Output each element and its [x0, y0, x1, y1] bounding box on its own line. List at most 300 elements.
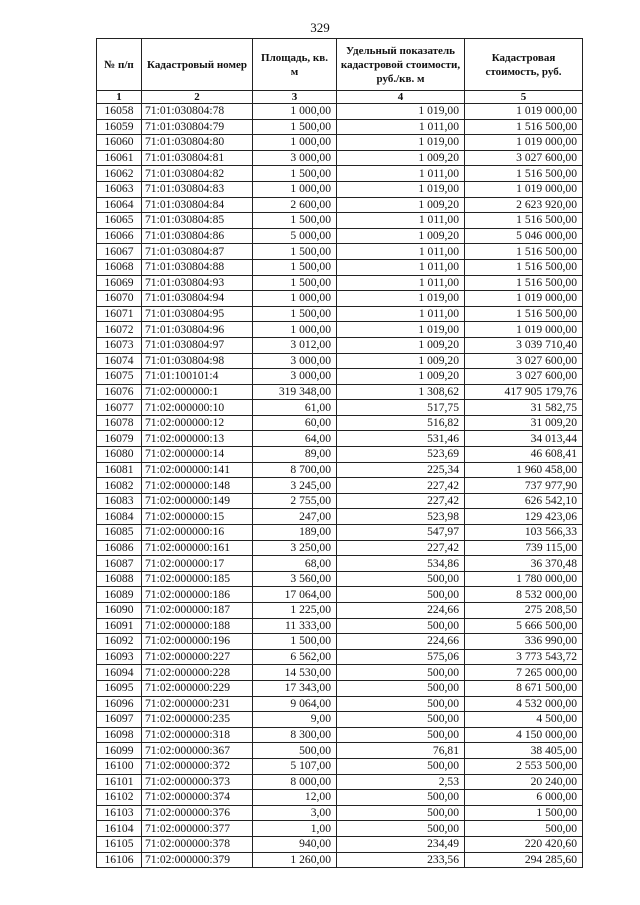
cadastral-number: 71:02:000000:187	[142, 603, 253, 619]
cadastral-number: 71:02:000000:378	[142, 836, 253, 852]
cadastral-value: 1 500,00	[465, 805, 583, 821]
specific-value: 227,42	[337, 478, 465, 494]
table-row	[97, 400, 583, 416]
cadastral-number: 71:01:030804:80	[142, 135, 253, 151]
table-row	[97, 665, 583, 681]
area-value: 3 000,00	[253, 369, 337, 385]
table-row	[97, 291, 583, 307]
row-index: 16076	[97, 384, 142, 400]
area-value: 89,00	[253, 447, 337, 463]
specific-value: 1 009,20	[337, 353, 465, 369]
header-cadastral-value: Кадастровая стоимость, руб.	[465, 39, 583, 91]
row-index: 16105	[97, 836, 142, 852]
column-number: 2	[142, 91, 253, 104]
area-value: 5 000,00	[253, 228, 337, 244]
table-row	[97, 353, 583, 369]
table-row	[97, 743, 583, 759]
table-row	[97, 836, 583, 852]
cadastral-number: 71:01:030804:93	[142, 275, 253, 291]
cadastral-number: 71:02:000000:231	[142, 696, 253, 712]
row-index: 16073	[97, 337, 142, 353]
area-value: 8 300,00	[253, 727, 337, 743]
cadastral-number: 71:01:030804:85	[142, 213, 253, 229]
cadastral-value: 5 666 500,00	[465, 618, 583, 634]
table-row	[97, 478, 583, 494]
row-index: 16077	[97, 400, 142, 416]
row-index: 16061	[97, 150, 142, 166]
column-number-row	[97, 91, 583, 104]
cadastral-number: 71:01:030804:86	[142, 228, 253, 244]
row-index: 16060	[97, 135, 142, 151]
cadastral-number: 71:02:000000:15	[142, 509, 253, 525]
cadastral-value: 1 516 500,00	[465, 213, 583, 229]
specific-value: 547,97	[337, 525, 465, 541]
table-row	[97, 447, 583, 463]
area-value: 5 107,00	[253, 758, 337, 774]
table-row	[97, 415, 583, 431]
specific-value: 225,34	[337, 462, 465, 478]
cadastral-number: 71:02:000000:148	[142, 478, 253, 494]
row-index: 16084	[97, 509, 142, 525]
table-row	[97, 618, 583, 634]
area-value: 1 000,00	[253, 135, 337, 151]
row-index: 16106	[97, 852, 142, 868]
table-row	[97, 571, 583, 587]
cadastral-number: 71:02:000000:376	[142, 805, 253, 821]
row-index: 16070	[97, 291, 142, 307]
area-value: 3 000,00	[253, 150, 337, 166]
cadastral-value: 31 582,75	[465, 400, 583, 416]
table-row	[97, 228, 583, 244]
header-index: № п/п	[97, 39, 142, 91]
cadastral-value: 1 019 000,00	[465, 104, 583, 120]
area-value: 1,00	[253, 821, 337, 837]
table-row	[97, 540, 583, 556]
table-row	[97, 525, 583, 541]
specific-value: 1 011,00	[337, 213, 465, 229]
specific-value: 500,00	[337, 758, 465, 774]
specific-value: 534,86	[337, 556, 465, 572]
table-row	[97, 150, 583, 166]
table-row	[97, 135, 583, 151]
cadastral-number: 71:01:030804:87	[142, 244, 253, 260]
cadastral-number: 71:01:030804:95	[142, 306, 253, 322]
area-value: 17 064,00	[253, 587, 337, 603]
cadastral-value: 1 019 000,00	[465, 181, 583, 197]
area-value: 68,00	[253, 556, 337, 572]
cadastral-value: 4 532 000,00	[465, 696, 583, 712]
table-row	[97, 493, 583, 509]
cadastral-number: 71:02:000000:141	[142, 462, 253, 478]
table-row	[97, 259, 583, 275]
specific-value: 224,66	[337, 634, 465, 650]
table-row	[97, 603, 583, 619]
table-row	[97, 244, 583, 260]
table-row	[97, 805, 583, 821]
table-row	[97, 213, 583, 229]
table-row	[97, 774, 583, 790]
cadastral-number: 71:01:030804:79	[142, 119, 253, 135]
cadastral-number: 71:02:000000:196	[142, 634, 253, 650]
cadastral-number: 71:02:000000:367	[142, 743, 253, 759]
area-value: 6 562,00	[253, 649, 337, 665]
header-row	[97, 39, 583, 91]
cadastral-value: 1 516 500,00	[465, 166, 583, 182]
row-index: 16086	[97, 540, 142, 556]
cadastral-value: 1 516 500,00	[465, 119, 583, 135]
specific-value: 224,66	[337, 603, 465, 619]
table-row	[97, 322, 583, 338]
cadastral-value: 2 623 920,00	[465, 197, 583, 213]
row-index: 16096	[97, 696, 142, 712]
area-value: 1 000,00	[253, 322, 337, 338]
area-value: 1 225,00	[253, 603, 337, 619]
cadastral-value: 6 000,00	[465, 790, 583, 806]
cadastral-value: 1 019 000,00	[465, 322, 583, 338]
cadastral-value: 1 019 000,00	[465, 291, 583, 307]
cadastral-value: 20 240,00	[465, 774, 583, 790]
row-index: 16082	[97, 478, 142, 494]
specific-value: 1 308,62	[337, 384, 465, 400]
area-value: 1 500,00	[253, 275, 337, 291]
row-index: 16094	[97, 665, 142, 681]
specific-value: 1 009,20	[337, 150, 465, 166]
area-value: 1 500,00	[253, 213, 337, 229]
cadastral-value: 5 046 000,00	[465, 228, 583, 244]
cadastral-value: 220 420,60	[465, 836, 583, 852]
cadastral-number: 71:02:000000:12	[142, 415, 253, 431]
cadastral-value: 737 977,90	[465, 478, 583, 494]
specific-value: 500,00	[337, 821, 465, 837]
cadastral-value: 4 500,00	[465, 712, 583, 728]
specific-value: 500,00	[337, 618, 465, 634]
cadastral-value: 1 516 500,00	[465, 244, 583, 260]
specific-value: 1 011,00	[337, 119, 465, 135]
column-number: 4	[337, 91, 465, 104]
specific-value: 500,00	[337, 805, 465, 821]
area-value: 1 000,00	[253, 291, 337, 307]
cadastral-number: 71:02:000000:185	[142, 571, 253, 587]
area-value: 1 500,00	[253, 634, 337, 650]
specific-value: 234,49	[337, 836, 465, 852]
area-value: 17 343,00	[253, 680, 337, 696]
page-number: 329	[310, 20, 330, 35]
table-row	[97, 462, 583, 478]
specific-value: 500,00	[337, 665, 465, 681]
cadastral-number: 71:02:000000:149	[142, 493, 253, 509]
cadastral-table	[96, 38, 583, 868]
table-row	[97, 197, 583, 213]
area-value: 3 012,00	[253, 337, 337, 353]
row-index: 16059	[97, 119, 142, 135]
cadastral-number: 71:01:030804:83	[142, 181, 253, 197]
area-value: 11 333,00	[253, 618, 337, 634]
area-value: 14 530,00	[253, 665, 337, 681]
area-value: 1 260,00	[253, 852, 337, 868]
area-value: 1 500,00	[253, 119, 337, 135]
specific-value: 500,00	[337, 680, 465, 696]
specific-value: 1 011,00	[337, 259, 465, 275]
cadastral-value: 3 027 600,00	[465, 150, 583, 166]
row-index: 16100	[97, 758, 142, 774]
area-value: 500,00	[253, 743, 337, 759]
cadastral-number: 71:02:000000:235	[142, 712, 253, 728]
row-index: 16095	[97, 680, 142, 696]
area-value: 2 600,00	[253, 197, 337, 213]
table-row	[97, 649, 583, 665]
specific-value: 517,75	[337, 400, 465, 416]
cadastral-number: 71:02:000000:372	[142, 758, 253, 774]
specific-value: 1 019,00	[337, 291, 465, 307]
row-index: 16078	[97, 415, 142, 431]
cadastral-number: 71:02:000000:17	[142, 556, 253, 572]
cadastral-number: 71:02:000000:186	[142, 587, 253, 603]
specific-value: 500,00	[337, 712, 465, 728]
cadastral-number: 71:01:030804:81	[142, 150, 253, 166]
cadastral-number: 71:02:000000:13	[142, 431, 253, 447]
cadastral-number: 71:02:000000:1	[142, 384, 253, 400]
cadastral-number: 71:02:000000:379	[142, 852, 253, 868]
row-index: 16075	[97, 369, 142, 385]
specific-value: 227,42	[337, 540, 465, 556]
specific-value: 575,06	[337, 649, 465, 665]
table-row	[97, 166, 583, 182]
area-value: 1 000,00	[253, 104, 337, 120]
specific-value: 1 009,20	[337, 337, 465, 353]
cadastral-value: 38 405,00	[465, 743, 583, 759]
table-row	[97, 727, 583, 743]
cadastral-number: 71:01:030804:84	[142, 197, 253, 213]
specific-value: 76,81	[337, 743, 465, 759]
cadastral-value: 1 516 500,00	[465, 306, 583, 322]
table-body	[97, 104, 583, 868]
cadastral-number: 71:01:030804:82	[142, 166, 253, 182]
cadastral-value: 2 553 500,00	[465, 758, 583, 774]
row-index: 16099	[97, 743, 142, 759]
table-row	[97, 431, 583, 447]
table-row	[97, 852, 583, 868]
cadastral-number: 71:02:000000:16	[142, 525, 253, 541]
row-index: 16068	[97, 259, 142, 275]
area-value: 3 560,00	[253, 571, 337, 587]
cadastral-number: 71:01:100101:4	[142, 369, 253, 385]
row-index: 16083	[97, 493, 142, 509]
row-index: 16091	[97, 618, 142, 634]
row-index: 16071	[97, 306, 142, 322]
cadastral-value: 3 039 710,40	[465, 337, 583, 353]
table-row	[97, 337, 583, 353]
cadastral-value: 103 566,33	[465, 525, 583, 541]
row-index: 16092	[97, 634, 142, 650]
area-value: 1 500,00	[253, 166, 337, 182]
specific-value: 500,00	[337, 571, 465, 587]
cadastral-value: 336 990,00	[465, 634, 583, 650]
cadastral-value: 36 370,48	[465, 556, 583, 572]
row-index: 16080	[97, 447, 142, 463]
cadastral-number: 71:02:000000:377	[142, 821, 253, 837]
cadastral-number: 71:01:030804:97	[142, 337, 253, 353]
row-index: 16089	[97, 587, 142, 603]
column-number: 5	[465, 91, 583, 104]
row-index: 16066	[97, 228, 142, 244]
table-row	[97, 634, 583, 650]
row-index: 16088	[97, 571, 142, 587]
cadastral-value: 417 905 179,76	[465, 384, 583, 400]
area-value: 60,00	[253, 415, 337, 431]
cadastral-value: 1 516 500,00	[465, 275, 583, 291]
specific-value: 500,00	[337, 696, 465, 712]
cadastral-number: 71:02:000000:373	[142, 774, 253, 790]
cadastral-value: 500,00	[465, 821, 583, 837]
area-value: 3 000,00	[253, 353, 337, 369]
area-value: 3 245,00	[253, 478, 337, 494]
cadastral-number: 71:01:030804:94	[142, 291, 253, 307]
table-row	[97, 556, 583, 572]
area-value: 12,00	[253, 790, 337, 806]
cadastral-number: 71:01:030804:96	[142, 322, 253, 338]
cadastral-value: 1 019 000,00	[465, 135, 583, 151]
table-row	[97, 181, 583, 197]
cadastral-number: 71:02:000000:227	[142, 649, 253, 665]
row-index: 16064	[97, 197, 142, 213]
row-index: 16058	[97, 104, 142, 120]
cadastral-value: 8 671 500,00	[465, 680, 583, 696]
cadastral-value: 8 532 000,00	[465, 587, 583, 603]
area-value: 8 000,00	[253, 774, 337, 790]
cadastral-number: 71:01:030804:98	[142, 353, 253, 369]
area-value: 64,00	[253, 431, 337, 447]
column-number: 3	[253, 91, 337, 104]
specific-value: 233,56	[337, 852, 465, 868]
cadastral-number: 71:02:000000:229	[142, 680, 253, 696]
row-index: 16093	[97, 649, 142, 665]
area-value: 1 500,00	[253, 259, 337, 275]
table-row	[97, 712, 583, 728]
specific-value: 2,53	[337, 774, 465, 790]
specific-value: 1 009,20	[337, 369, 465, 385]
row-index: 16085	[97, 525, 142, 541]
row-index: 16081	[97, 462, 142, 478]
table-row	[97, 509, 583, 525]
area-value: 3,00	[253, 805, 337, 821]
cadastral-value: 739 115,00	[465, 540, 583, 556]
cadastral-number: 71:02:000000:10	[142, 400, 253, 416]
specific-value: 531,46	[337, 431, 465, 447]
table-row	[97, 696, 583, 712]
table-row	[97, 369, 583, 385]
table-row	[97, 119, 583, 135]
row-index: 16062	[97, 166, 142, 182]
row-index: 16104	[97, 821, 142, 837]
cadastral-value: 3 027 600,00	[465, 369, 583, 385]
cadastral-number: 71:02:000000:188	[142, 618, 253, 634]
table-row	[97, 758, 583, 774]
column-number: 1	[97, 91, 142, 104]
table-row	[97, 790, 583, 806]
row-index: 16087	[97, 556, 142, 572]
row-index: 16102	[97, 790, 142, 806]
cadastral-number: 71:02:000000:318	[142, 727, 253, 743]
row-index: 16065	[97, 213, 142, 229]
specific-value: 1 011,00	[337, 244, 465, 260]
area-value: 1 500,00	[253, 244, 337, 260]
cadastral-value: 46 608,41	[465, 447, 583, 463]
cadastral-value: 1 960 458,00	[465, 462, 583, 478]
specific-value: 227,42	[337, 493, 465, 509]
row-index: 16101	[97, 774, 142, 790]
cadastral-value: 1 516 500,00	[465, 259, 583, 275]
cadastral-value: 3 027 600,00	[465, 353, 583, 369]
specific-value: 1 019,00	[337, 181, 465, 197]
cadastral-number: 71:02:000000:374	[142, 790, 253, 806]
area-value: 8 700,00	[253, 462, 337, 478]
table-row	[97, 104, 583, 120]
specific-value: 1 019,00	[337, 322, 465, 338]
specific-value: 1 011,00	[337, 275, 465, 291]
cadastral-value: 275 208,50	[465, 603, 583, 619]
cadastral-value: 1 780 000,00	[465, 571, 583, 587]
specific-value: 1 019,00	[337, 104, 465, 120]
area-value: 9 064,00	[253, 696, 337, 712]
cadastral-number: 71:02:000000:161	[142, 540, 253, 556]
specific-value: 523,69	[337, 447, 465, 463]
cadastral-number: 71:01:030804:88	[142, 259, 253, 275]
header-area: Площадь, кв. м	[253, 39, 337, 91]
row-index: 16063	[97, 181, 142, 197]
specific-value: 1 011,00	[337, 306, 465, 322]
area-value: 1 500,00	[253, 306, 337, 322]
area-value: 61,00	[253, 400, 337, 416]
row-index: 16074	[97, 353, 142, 369]
cadastral-value: 294 285,60	[465, 852, 583, 868]
area-value: 2 755,00	[253, 493, 337, 509]
row-index: 16067	[97, 244, 142, 260]
header-specific-value: Удельный показатель кадастровой стоимости, руб./кв. м	[337, 39, 465, 91]
cadastral-value: 4 150 000,00	[465, 727, 583, 743]
cadastral-value: 31 009,20	[465, 415, 583, 431]
specific-value: 1 019,00	[337, 135, 465, 151]
row-index: 16072	[97, 322, 142, 338]
cadastral-value: 7 265 000,00	[465, 665, 583, 681]
row-index: 16103	[97, 805, 142, 821]
cadastral-value: 34 013,44	[465, 431, 583, 447]
area-value: 3 250,00	[253, 540, 337, 556]
table-row	[97, 306, 583, 322]
area-value: 319 348,00	[253, 384, 337, 400]
table-row	[97, 587, 583, 603]
table-row	[97, 275, 583, 291]
row-index: 16097	[97, 712, 142, 728]
specific-value: 500,00	[337, 727, 465, 743]
area-value: 1 000,00	[253, 181, 337, 197]
area-value: 247,00	[253, 509, 337, 525]
cadastral-number: 71:02:000000:228	[142, 665, 253, 681]
table-row	[97, 821, 583, 837]
row-index: 16079	[97, 431, 142, 447]
cadastral-value: 129 423,06	[465, 509, 583, 525]
cadastral-value: 626 542,10	[465, 493, 583, 509]
specific-value: 1 011,00	[337, 166, 465, 182]
specific-value: 1 009,20	[337, 228, 465, 244]
cadastral-value: 3 773 543,72	[465, 649, 583, 665]
area-value: 9,00	[253, 712, 337, 728]
table-row	[97, 384, 583, 400]
area-value: 940,00	[253, 836, 337, 852]
specific-value: 1 009,20	[337, 197, 465, 213]
specific-value: 500,00	[337, 790, 465, 806]
specific-value: 523,98	[337, 509, 465, 525]
row-index: 16098	[97, 727, 142, 743]
